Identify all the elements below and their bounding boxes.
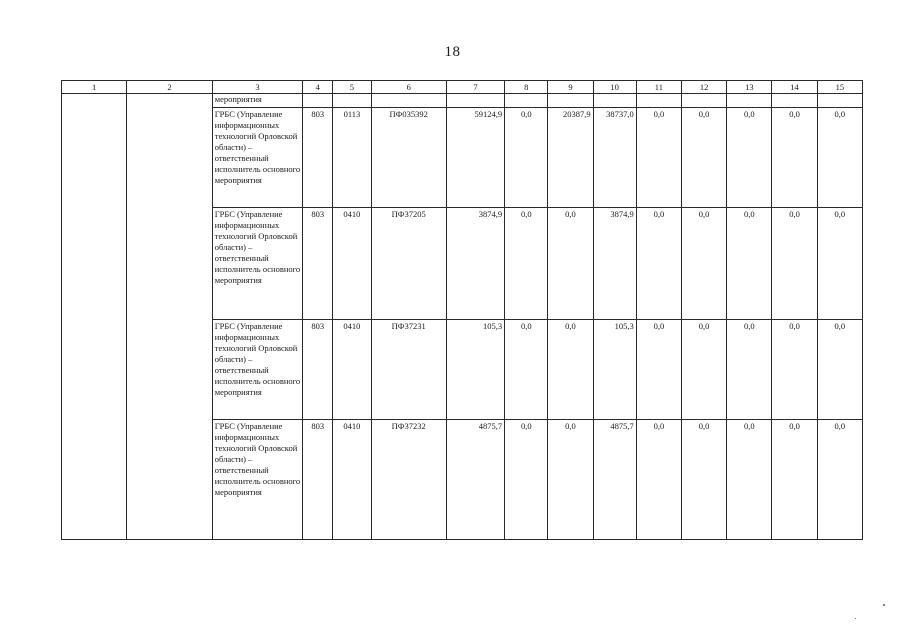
empty-cell <box>333 94 371 108</box>
col-header-5: 5 <box>333 81 371 94</box>
cell-value: 4875,7 <box>593 420 636 540</box>
col-header-6: 6 <box>371 81 446 94</box>
col-header-15: 15 <box>817 81 862 94</box>
cell-value: 0,0 <box>727 108 772 208</box>
cell-value: 0,0 <box>727 320 772 420</box>
cell-value: 105,3 <box>593 320 636 420</box>
cell-grbs-code: 803 <box>303 108 333 208</box>
col-header-8: 8 <box>505 81 548 94</box>
merged-cell-col1 <box>62 94 127 540</box>
cell-grbs-code: 803 <box>303 208 333 320</box>
col-header-11: 11 <box>636 81 681 94</box>
empty-cell <box>682 94 727 108</box>
cell-value: 20387,9 <box>548 108 593 208</box>
cell-value: 0,0 <box>636 208 681 320</box>
row-description: ГРБС (Управление информационных технологий Орловской области) – ответственный исполнитель основного мероприятия <box>212 320 302 420</box>
empty-cell <box>303 94 333 108</box>
empty-cell <box>371 94 446 108</box>
row-description: ГРБС (Управление информационных технологий Орловской области) – ответственный исполнитель основного мероприятия <box>212 108 302 208</box>
col-header-12: 12 <box>682 81 727 94</box>
row-description: ГРБС (Управление информационных технологий Орловской области) – ответственный исполнитель основного мероприятия <box>212 208 302 320</box>
scan-speck <box>855 618 856 619</box>
cell-value: 0,0 <box>817 208 862 320</box>
cell-total: 105,3 <box>446 320 504 420</box>
col-header-9: 9 <box>548 81 593 94</box>
empty-cell <box>548 94 593 108</box>
cell-value: 0,0 <box>817 320 862 420</box>
empty-cell <box>636 94 681 108</box>
continuation-text: мероприятия <box>212 94 302 108</box>
col-header-10: 10 <box>593 81 636 94</box>
empty-cell <box>593 94 636 108</box>
cell-section-code: 0410 <box>333 420 371 540</box>
empty-cell <box>727 94 772 108</box>
cell-value: 0,0 <box>505 108 548 208</box>
cell-value: 0,0 <box>548 208 593 320</box>
cell-grbs-code: 803 <box>303 320 333 420</box>
cell-value: 0,0 <box>772 320 817 420</box>
cell-value: 0,0 <box>682 108 727 208</box>
cell-value: 0,0 <box>636 320 681 420</box>
cell-value: 0,0 <box>817 108 862 208</box>
header-row <box>62 81 863 94</box>
empty-cell <box>505 94 548 108</box>
cell-section-code: 0113 <box>333 108 371 208</box>
empty-cell <box>817 94 862 108</box>
col-header-1: 1 <box>62 81 127 94</box>
cell-value: 38737,0 <box>593 108 636 208</box>
page-number: 18 <box>444 44 461 60</box>
cell-total: 59124,9 <box>446 108 504 208</box>
col-header-4: 4 <box>303 81 333 94</box>
row-description: ГРБС (Управление информационных технологий Орловской области) – ответственный исполнитель основного мероприятия <box>212 420 302 540</box>
col-header-2: 2 <box>127 81 212 94</box>
cell-grbs-code: 803 <box>303 420 333 540</box>
scan-speck <box>883 604 885 606</box>
cell-total: 3874,9 <box>446 208 504 320</box>
cell-value: 0,0 <box>682 208 727 320</box>
continuation-row <box>62 94 863 108</box>
budget-table <box>61 80 863 540</box>
col-header-13: 13 <box>727 81 772 94</box>
cell-value: 0,0 <box>772 420 817 540</box>
cell-value: 0,0 <box>548 420 593 540</box>
cell-value: 0,0 <box>505 208 548 320</box>
cell-section-code: 0410 <box>333 208 371 320</box>
cell-value: 0,0 <box>636 108 681 208</box>
cell-value: 0,0 <box>817 420 862 540</box>
empty-cell <box>772 94 817 108</box>
cell-value: 0,0 <box>682 420 727 540</box>
cell-target-code: ПФ37231 <box>371 320 446 420</box>
merged-cell-col2 <box>127 94 212 540</box>
cell-value: 0,0 <box>505 320 548 420</box>
cell-value: 0,0 <box>636 420 681 540</box>
cell-section-code: 0410 <box>333 320 371 420</box>
cell-target-code: ПФ035392 <box>371 108 446 208</box>
cell-total: 4875,7 <box>446 420 504 540</box>
cell-target-code: ПФ37232 <box>371 420 446 540</box>
empty-cell <box>446 94 504 108</box>
cell-value: 0,0 <box>682 320 727 420</box>
cell-target-code: ПФ37205 <box>371 208 446 320</box>
col-header-14: 14 <box>772 81 817 94</box>
cell-value: 3874,9 <box>593 208 636 320</box>
col-header-7: 7 <box>446 81 504 94</box>
cell-value: 0,0 <box>727 208 772 320</box>
cell-value: 0,0 <box>772 208 817 320</box>
cell-value: 0,0 <box>772 108 817 208</box>
cell-value: 0,0 <box>505 420 548 540</box>
cell-value: 0,0 <box>727 420 772 540</box>
cell-value: 0,0 <box>548 320 593 420</box>
col-header-3: 3 <box>212 81 302 94</box>
